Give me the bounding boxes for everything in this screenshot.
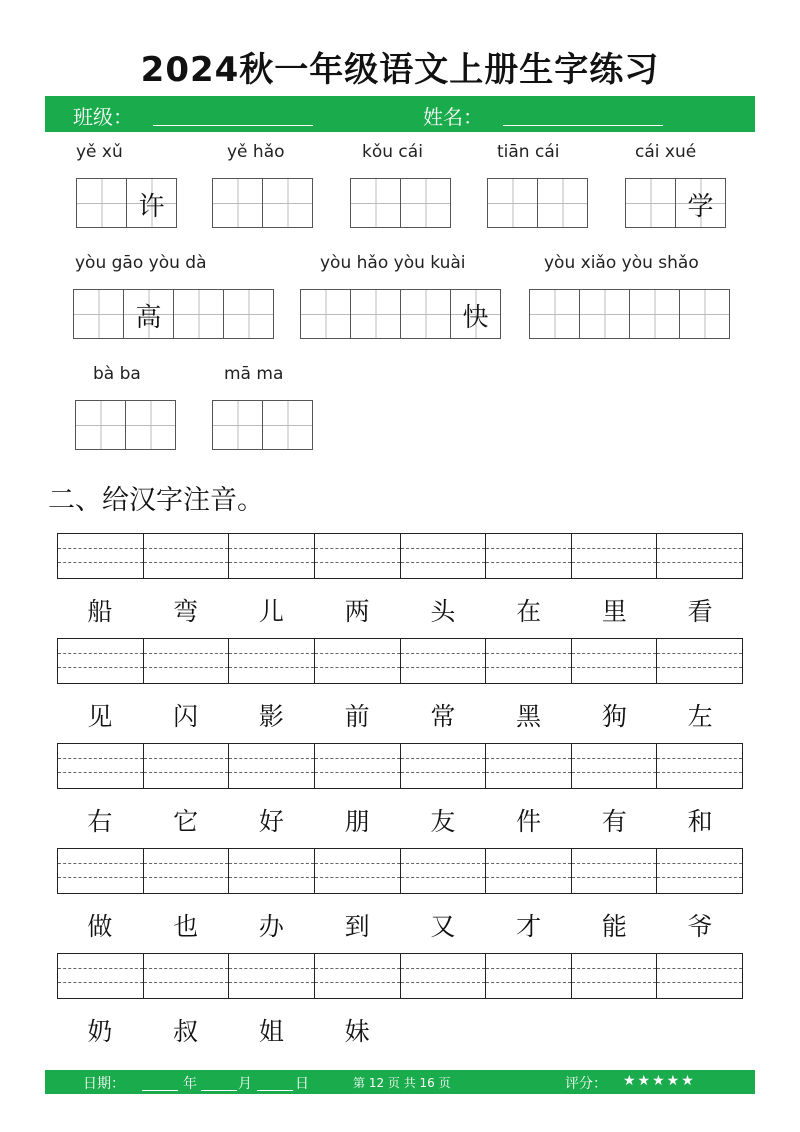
pinyin-label: kǒu cái [362,142,423,162]
pinyin-writing-cell[interactable] [400,954,486,998]
pinyin-writing-cell[interactable] [485,849,571,893]
score-label: 评分： [565,1076,607,1092]
writing-cell[interactable] [262,400,313,450]
hanzi-character: 常 [430,702,456,731]
writing-cell[interactable] [73,289,124,339]
writing-cell[interactable] [350,178,401,228]
pinyin-writing-cell[interactable] [143,954,229,998]
pinyin-writing-cell[interactable] [314,744,400,788]
pinyin-writing-cell[interactable] [400,639,486,683]
writing-cell[interactable] [529,289,580,339]
hanzi-character: 到 [344,912,370,941]
hanzi-character: 里 [601,597,627,626]
character-row [57,802,743,838]
sample-character: 许 [138,192,165,222]
day-blank[interactable] [257,1090,293,1091]
hanzi-character: 看 [687,597,713,626]
hanzi-character: 狗 [601,702,627,731]
month-blank[interactable] [201,1090,237,1091]
hanzi-character: 友 [430,807,456,836]
writing-cell[interactable] [629,289,680,339]
hanzi-character: 黑 [516,702,542,731]
writing-cell[interactable] [625,178,676,228]
pinyin-label: cái xué [635,142,697,162]
writing-cell[interactable] [223,289,274,339]
hanzi-character: 见 [87,702,113,731]
hanzi-character: 爷 [687,912,713,941]
hanzi-character: 和 [687,807,713,836]
pinyin-writing-cell[interactable] [314,534,400,578]
pinyin-writing-cell[interactable] [400,744,486,788]
pinyin-writing-cell[interactable] [314,639,400,683]
name-input-line[interactable] [503,125,663,126]
sample-character: 学 [687,192,714,222]
writing-cell[interactable] [300,289,351,339]
pinyin-writing-cell[interactable] [228,849,314,893]
hanzi-character: 船 [87,597,113,626]
pinyin-writing-cell[interactable] [571,534,657,578]
hanzi-character: 又 [430,912,456,941]
pinyin-writing-cell[interactable] [485,954,571,998]
writing-cell[interactable] [212,400,263,450]
pinyin-writing-cell[interactable] [58,954,143,998]
writing-cell[interactable] [450,289,501,339]
pinyin-writing-cell[interactable] [485,534,571,578]
character-row [57,907,743,943]
character-row [57,592,743,628]
pinyin-writing-cell[interactable] [400,849,486,893]
pinyin-writing-cell[interactable] [228,534,314,578]
date-label: 日期： [83,1076,125,1092]
pinyin-writing-row [57,638,743,684]
character-row [57,697,743,733]
pinyin-writing-row [57,533,743,579]
pinyin-writing-cell[interactable] [143,534,229,578]
pinyin-label: bà ba [93,364,141,384]
writing-cell[interactable] [679,289,730,339]
writing-cell[interactable] [675,178,726,228]
writing-cell[interactable] [75,400,126,450]
writing-cell[interactable] [262,178,313,228]
pinyin-writing-cell[interactable] [485,639,571,683]
hanzi-character: 儿 [258,597,284,626]
pinyin-writing-row [57,953,743,999]
pinyin-label: tiān cái [497,142,560,162]
pinyin-writing-cell[interactable] [58,534,143,578]
writing-cell[interactable] [350,289,401,339]
pinyin-writing-cell[interactable] [228,744,314,788]
pinyin-label: yě xǔ [76,142,123,162]
writing-cell[interactable] [125,400,176,450]
pinyin-writing-cell[interactable] [58,639,143,683]
pinyin-writing-cell[interactable] [656,849,742,893]
footer-bar [45,1070,755,1094]
pinyin-writing-cell[interactable] [143,744,229,788]
writing-cell[interactable] [212,178,263,228]
page-title: 2024秋一年级语文上册生字练习 [140,50,660,90]
pinyin-writing-cell[interactable] [228,639,314,683]
hanzi-character: 前 [344,702,370,731]
hanzi-character: 影 [258,702,284,731]
day-label: 日 [295,1076,309,1092]
name-label: 姓名： [423,105,483,129]
pinyin-writing-cell[interactable] [228,954,314,998]
pinyin-writing-row [57,848,743,894]
hanzi-character: 好 [258,807,284,836]
header-bar [45,96,755,132]
writing-cell[interactable] [400,289,451,339]
hanzi-character: 能 [601,912,627,941]
page-indicator: 第 12 页 共 16 页 [353,1076,451,1090]
pinyin-writing-cell[interactable] [571,744,657,788]
pinyin-label: mā ma [224,364,284,384]
year-label: 年 [183,1076,197,1092]
section2-title: 二、给汉字注音。 [48,485,264,516]
pinyin-writing-cell[interactable] [400,534,486,578]
pinyin-writing-cell[interactable] [314,849,400,893]
sample-character: 高 [135,303,162,333]
class-input-line[interactable] [153,125,313,126]
writing-cell[interactable] [123,289,174,339]
hanzi-character: 有 [601,807,627,836]
hanzi-character: 两 [344,597,370,626]
hanzi-character: 朋 [344,807,370,836]
sample-character: 快 [462,303,489,333]
hanzi-character: 做 [87,912,113,941]
pinyin-label: yòu hǎo yòu kuài [320,253,466,273]
hanzi-character: 弯 [173,597,199,626]
hanzi-character: 在 [516,597,542,626]
pinyin-writing-cell[interactable] [571,954,657,998]
pinyin-label: yòu gāo yòu dà [75,253,207,273]
pinyin-writing-cell[interactable] [571,849,657,893]
year-blank[interactable] [142,1090,178,1091]
pinyin-writing-cell[interactable] [656,534,742,578]
hanzi-character: 也 [173,912,199,941]
pinyin-writing-cell[interactable] [58,744,143,788]
pinyin-writing-cell[interactable] [143,639,229,683]
writing-cell[interactable] [400,178,451,228]
pinyin-label: yòu xiǎo yòu shǎo [544,253,699,273]
hanzi-character: 办 [258,912,284,941]
class-label: 班级： [73,105,133,129]
hanzi-character: 姐 [258,1017,284,1046]
hanzi-character: 左 [687,702,713,731]
pinyin-writing-cell[interactable] [656,954,742,998]
writing-cell[interactable] [76,178,127,228]
hanzi-character: 奶 [87,1017,113,1046]
pinyin-writing-cell[interactable] [656,639,742,683]
pinyin-writing-cell[interactable] [656,744,742,788]
hanzi-character: 才 [516,912,542,941]
writing-cell[interactable] [579,289,630,339]
pinyin-writing-row [57,743,743,789]
score-stars: ★★★★★ [623,1073,696,1089]
hanzi-character: 件 [516,807,542,836]
pinyin-label: yě hǎo [227,142,285,162]
writing-cell[interactable] [126,178,177,228]
hanzi-character: 闪 [173,702,199,731]
pinyin-writing-cell[interactable] [485,744,571,788]
pinyin-writing-cell[interactable] [58,849,143,893]
hanzi-character: 右 [87,807,113,836]
pinyin-writing-cell[interactable] [143,849,229,893]
writing-cell[interactable] [173,289,224,339]
character-row [57,1012,743,1048]
hanzi-character: 头 [430,597,456,626]
writing-cell[interactable] [487,178,538,228]
hanzi-character: 它 [173,807,199,836]
pinyin-writing-cell[interactable] [571,639,657,683]
hanzi-character: 妹 [344,1017,370,1046]
hanzi-character: 叔 [173,1017,199,1046]
writing-cell[interactable] [537,178,588,228]
month-label: 月 [238,1076,252,1092]
pinyin-writing-cell[interactable] [314,954,400,998]
